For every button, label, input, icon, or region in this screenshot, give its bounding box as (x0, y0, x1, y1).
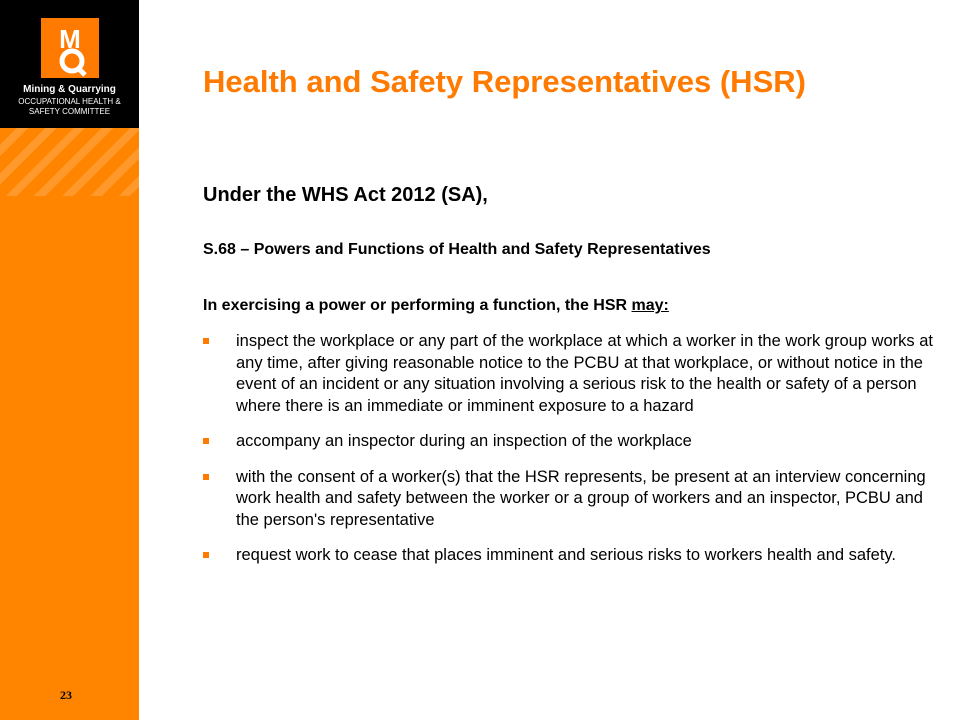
square-bullet-icon (203, 338, 209, 344)
list-item-text: request work to cease that places imminent and serious risks to workers health and safety. (236, 546, 897, 564)
list-item (203, 545, 943, 567)
slide-title: Health and Safety Representatives (HSR) (203, 64, 806, 99)
sidebar (0, 0, 139, 720)
logo-title: Mining & Quarrying (23, 84, 116, 95)
logo-subtitle-1: OCCUPATIONAL HEALTH & (18, 97, 121, 106)
intro-emphasis: may: (631, 297, 669, 314)
square-bullet-icon (203, 552, 209, 558)
list-item (203, 467, 943, 532)
act-heading: Under the WHS Act 2012 (SA), (203, 184, 488, 206)
list-item (203, 431, 943, 453)
decorative-stripes (0, 128, 139, 196)
section-heading: S.68 – Powers and Functions of Health and Safety Representatives (203, 241, 711, 258)
square-bullet-icon (203, 438, 209, 444)
list-item (203, 331, 943, 417)
powers-list (203, 331, 943, 567)
logo-panel (0, 0, 139, 128)
square-bullet-icon (203, 474, 209, 480)
mq-logo-icon (41, 18, 99, 78)
svg-text:M: M (59, 24, 81, 54)
intro-text: In exercising a power or performing a function, the HSR (203, 297, 632, 314)
logo-subtitle-2: SAFETY COMMITTEE (28, 107, 111, 116)
intro-heading (203, 297, 669, 315)
list-item-text: with the consent of a worker(s) that the HSR represents, be present at an interview concerning work health and safety between the worker or a group of workers and an inspector, PCBU and the person's representative (236, 467, 926, 529)
page-number: 23 (60, 688, 72, 702)
list-item-text: inspect the workplace or any part of the workplace at which a worker in the work group works at any time, after giving reasonable notice to the PCBU at that workplace, or without notice in the event of an incident or any situation involving a serious risk to the health or safety of a person where there is an immediate or imminent exposure to a hazard (236, 332, 933, 415)
list-item-text: accompany an inspector during an inspection of the workplace (236, 432, 692, 450)
